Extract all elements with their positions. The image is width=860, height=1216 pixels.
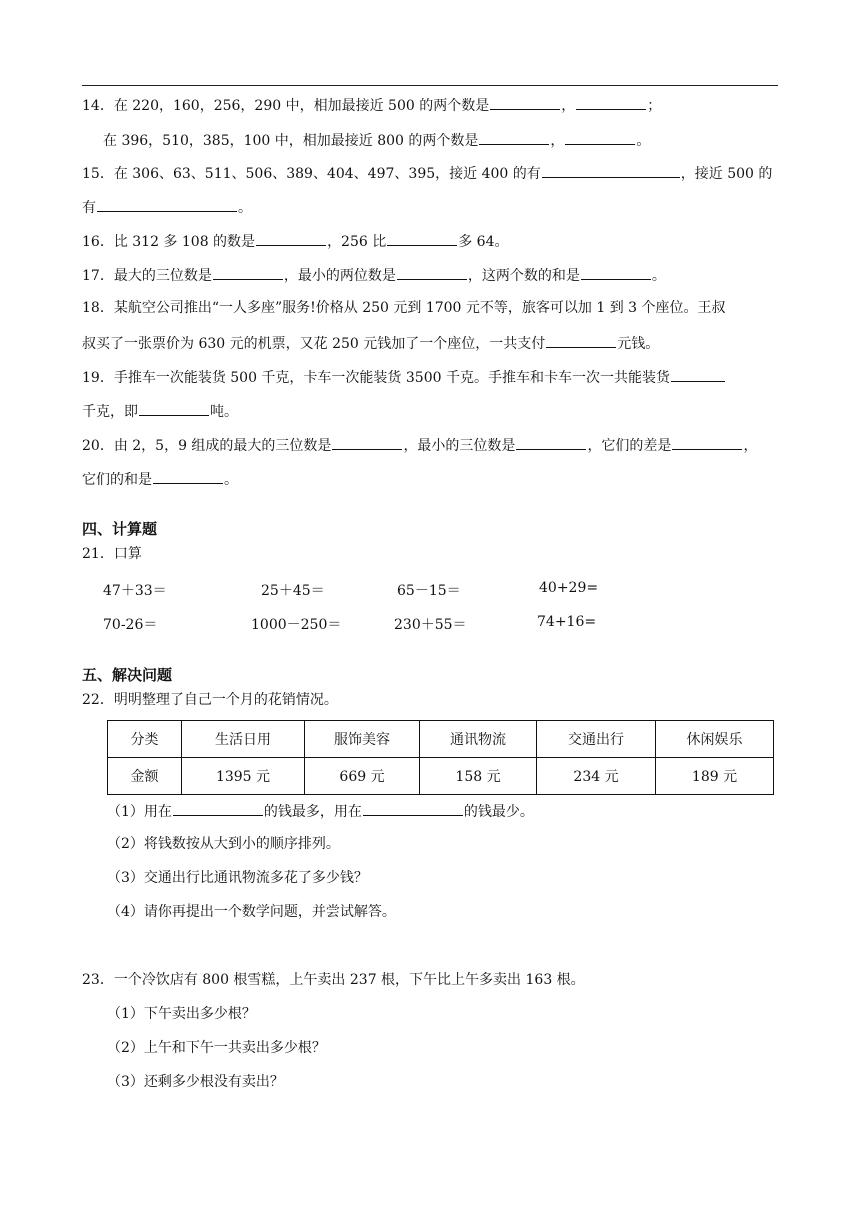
question-20-line-2: 它们的和是 。	[82, 468, 238, 490]
answer-blank[interactable]	[576, 94, 646, 110]
answer-blank[interactable]	[332, 434, 402, 450]
question-23-part-3: （3）还剩多少根没有卖出？	[107, 1074, 284, 1090]
question-14-line-2: 在 396，510，385，100 中，相加最接近 800 的两个数是 ， 。	[103, 129, 650, 151]
question-15-line-1: 15．在 306、63、511、506、389、404、497、395，接近 400 的有 ，接近 500 的	[82, 162, 772, 184]
answer-blank[interactable]	[213, 264, 283, 280]
question-22-part-3: （3）交通出行比通讯物流多花了多少钱？	[107, 870, 368, 886]
answer-blank[interactable]	[516, 434, 586, 450]
calc-item: 25＋45＝	[261, 583, 325, 599]
answer-blank[interactable]	[672, 434, 742, 450]
answer-blank[interactable]	[363, 800, 463, 816]
question-17: 17．最大的三位数是 ，最小的两位数是 ，这两个数的和是 。	[82, 264, 666, 286]
question-23-part-2: （2）上午和下午一共卖出多少根？	[107, 1040, 326, 1056]
calc-item: 65－15＝	[397, 583, 461, 599]
question-18-line-1: 18．某航空公司推出“一人多座”服务!价格从 250 元到 1700 元不等，旅客可以加 1 到 3 个座位。王叔	[82, 300, 726, 316]
table-cell: 金额	[108, 758, 182, 795]
answer-blank[interactable]	[542, 162, 680, 178]
answer-blank[interactable]	[97, 196, 237, 212]
header-rule	[82, 85, 778, 86]
answer-blank[interactable]	[256, 230, 326, 246]
question-15-line-2: 有 。	[82, 196, 252, 218]
calc-item: 47＋33＝	[103, 583, 167, 599]
answer-blank[interactable]	[565, 129, 635, 145]
question-21: 21．口算	[82, 546, 142, 562]
calc-item: 40+29=	[539, 580, 599, 596]
section-4-heading: 四、计算题	[82, 520, 158, 538]
answer-blank[interactable]	[581, 264, 651, 280]
table-cell: 669 元	[305, 758, 420, 795]
question-23-part-1: （1）下午卖出多少根？	[107, 1006, 256, 1022]
question-22-part-1: （1）用在 的钱最多，用在 的钱最少。	[107, 800, 534, 822]
answer-blank[interactable]	[671, 366, 725, 382]
answer-blank[interactable]	[387, 230, 457, 246]
answer-blank[interactable]	[397, 264, 467, 280]
answer-blank[interactable]	[479, 129, 549, 145]
calc-item: 70-26＝	[103, 617, 158, 633]
answer-blank[interactable]	[173, 800, 263, 816]
calc-item: 74+16=	[537, 614, 597, 630]
spending-table	[107, 720, 774, 795]
table-cell: 189 元	[656, 758, 774, 795]
table-row	[108, 758, 774, 795]
question-19-line-2: 千克，即 吨。	[82, 400, 238, 422]
table-header-row	[108, 721, 774, 758]
question-22: 22．明明整理了自己一个月的花销情况。	[82, 692, 338, 708]
table-cell: 通讯物流	[420, 721, 537, 758]
answer-blank[interactable]	[546, 332, 616, 348]
answer-blank[interactable]	[139, 400, 209, 416]
calc-item: 230＋55＝	[394, 617, 467, 633]
answer-blank[interactable]	[153, 468, 223, 484]
question-22-part-2: （2）将钱数按从大到小的顺序排列。	[107, 836, 340, 852]
table-cell: 交通出行	[537, 721, 656, 758]
table-cell: 1395 元	[182, 758, 305, 795]
question-20-line-1: 20．由 2，5，9 组成的最大的三位数是 ，最小的三位数是 ，它们的差是 ，	[82, 434, 757, 456]
table-cell: 234 元	[537, 758, 656, 795]
question-18-line-2: 叔买了一张票价为 630 元的机票，又花 250 元钱加了一个座位，一共支付 元钱。	[82, 332, 659, 354]
table-cell: 服饰美容	[305, 721, 420, 758]
section-5-heading: 五、解决问题	[82, 666, 173, 684]
table-cell: 生活日用	[182, 721, 305, 758]
question-22-part-4: （4）请你再提出一个数学问题，并尝试解答。	[107, 904, 396, 920]
question-14-line-1: 14．在 220，160，256，290 中，相加最接近 500 的两个数是 ， ；	[82, 94, 661, 116]
table-cell: 158 元	[420, 758, 537, 795]
question-23: 23．一个冷饮店有 800 根雪糕，上午卖出 237 根，下午比上午多卖出 163 根。	[82, 972, 585, 988]
table-cell: 休闲娱乐	[656, 721, 774, 758]
question-19-line-1: 19．手推车一次能装货 500 千克，卡车一次能装货 3500 千克。手推车和卡车一次一共能装货	[82, 366, 726, 388]
table-cell: 分类	[108, 721, 182, 758]
answer-blank[interactable]	[490, 94, 560, 110]
calc-item: 1000－250＝	[251, 617, 342, 633]
question-16: 16．比 312 多 108 的数是 ，256 比 多 64。	[82, 230, 509, 252]
